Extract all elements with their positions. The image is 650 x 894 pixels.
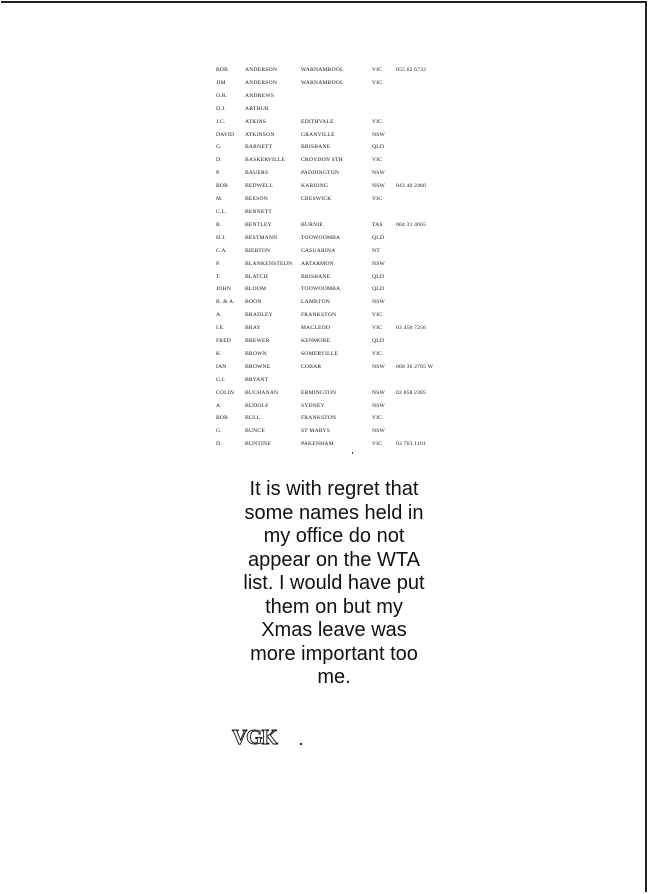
cell-town: EDITHVALE bbox=[301, 118, 334, 125]
directory-row bbox=[216, 335, 456, 348]
directory-row bbox=[216, 387, 456, 400]
cell-phone bbox=[396, 348, 456, 361]
vgk-signature-logo bbox=[231, 725, 305, 747]
cell-state: NSW bbox=[372, 260, 386, 267]
cell-town: TOOWOOMBA bbox=[301, 286, 341, 293]
cell-first: DAVID bbox=[216, 131, 235, 138]
signature-dot bbox=[300, 743, 302, 745]
cell-last: BUCHANAN bbox=[245, 389, 279, 396]
cell-phone bbox=[396, 103, 456, 116]
cell-state: VIC bbox=[372, 312, 383, 319]
message-line: It is with regret that bbox=[249, 478, 419, 500]
cell-last: ANDERSON bbox=[245, 67, 278, 73]
cell-town bbox=[301, 90, 372, 103]
cell-phone bbox=[396, 116, 456, 129]
directory-row bbox=[216, 271, 456, 284]
message-line: list. I would have put bbox=[243, 572, 425, 594]
cell-first: R. bbox=[216, 221, 222, 228]
cell-phone bbox=[396, 141, 456, 154]
cell-first: K. bbox=[216, 350, 222, 357]
cell-town: KARIONG bbox=[301, 183, 329, 190]
directory-row bbox=[216, 425, 456, 438]
cell-first: IAN bbox=[216, 363, 227, 370]
cell-state bbox=[372, 206, 396, 219]
cell-last: BENTLEY bbox=[245, 221, 272, 228]
cell-last: BENNETT bbox=[245, 208, 272, 215]
cell-first: BOB bbox=[216, 415, 229, 422]
cell-state: QLD bbox=[372, 286, 385, 293]
cell-town: FRANKSTON bbox=[301, 415, 337, 422]
cell-state: VIC bbox=[372, 441, 383, 448]
message-line: more important too bbox=[250, 642, 418, 665]
directory-row bbox=[216, 309, 456, 322]
cell-first: R. & A. bbox=[216, 299, 235, 306]
cell-first: T. bbox=[216, 273, 221, 280]
cell-state: VIC bbox=[372, 157, 383, 164]
cell-state: QLD bbox=[372, 273, 385, 280]
cell-town: CROYDON STH bbox=[301, 157, 343, 164]
cell-phone bbox=[396, 412, 456, 425]
message-line: some names held in bbox=[244, 501, 424, 524]
cell-last: BRYANT bbox=[245, 376, 269, 383]
cell-state: NSW bbox=[372, 183, 386, 190]
cell-first: P. bbox=[216, 260, 221, 267]
cell-first: O.R. bbox=[216, 92, 228, 99]
cell-town: CRESWICK bbox=[301, 196, 332, 203]
cell-state: NSW bbox=[372, 170, 386, 177]
cell-last: BLOOM bbox=[245, 286, 267, 293]
cell-state: VIC bbox=[372, 415, 383, 422]
cell-last: BRADLEY bbox=[245, 312, 273, 319]
cell-last: BULL bbox=[245, 415, 261, 422]
cell-phone bbox=[396, 206, 456, 219]
cell-phone bbox=[396, 425, 456, 438]
cell-last: BIERTON bbox=[245, 247, 271, 254]
cell-phone bbox=[396, 400, 456, 413]
cell-phone bbox=[396, 283, 456, 296]
cell-phone bbox=[396, 77, 456, 90]
cell-last: ARTHUR bbox=[245, 105, 269, 112]
cell-last: BARNETT bbox=[245, 144, 273, 151]
cell-last: ANDREWS bbox=[245, 92, 275, 99]
cell-last: BRAY bbox=[245, 325, 261, 332]
cell-state: NSW bbox=[372, 131, 386, 138]
cell-phone: 068 36 2705 W bbox=[396, 363, 434, 370]
cell-phone bbox=[396, 154, 456, 167]
cell-town: BRISBANE bbox=[301, 273, 331, 280]
cell-town: ARTARMON bbox=[301, 260, 334, 267]
directory-row bbox=[216, 103, 456, 116]
message-line: me. bbox=[317, 666, 351, 688]
cell-town: ERMINGTON bbox=[301, 389, 337, 396]
cell-last: BESTMANN bbox=[245, 234, 278, 241]
cell-first: A. bbox=[216, 402, 222, 409]
cell-state bbox=[372, 90, 396, 103]
cell-first: FRED bbox=[216, 338, 232, 345]
cell-town: BRISBANE bbox=[301, 144, 331, 151]
message-line: them on but my bbox=[265, 595, 403, 618]
member-directory-table bbox=[216, 64, 456, 451]
cell-last: ATKINSON bbox=[245, 131, 275, 138]
cell-phone bbox=[396, 129, 456, 142]
directory-row bbox=[216, 374, 456, 387]
cell-state bbox=[372, 374, 396, 387]
cell-first: H.J. bbox=[216, 234, 226, 241]
directory-row bbox=[216, 232, 456, 245]
cell-phone bbox=[396, 193, 456, 206]
cell-town bbox=[301, 374, 372, 387]
cell-state: VIC bbox=[372, 118, 383, 125]
directory-row bbox=[216, 245, 456, 258]
message-paragraph bbox=[210, 478, 458, 690]
directory-row bbox=[216, 219, 456, 232]
cell-state: NSW bbox=[372, 402, 386, 409]
cell-phone: 004 31 4665 bbox=[396, 221, 427, 228]
cell-town: PADDINGTON bbox=[301, 170, 340, 177]
cell-first: D.J. bbox=[216, 105, 226, 112]
cell-town: FRANKSTON bbox=[301, 312, 337, 319]
cell-first: D. bbox=[216, 157, 222, 164]
cell-phone bbox=[396, 258, 456, 271]
stray-mark bbox=[352, 452, 353, 454]
directory-row bbox=[216, 412, 456, 425]
cell-state: NSW bbox=[372, 299, 386, 306]
cell-town bbox=[301, 103, 372, 116]
directory-row bbox=[216, 283, 456, 296]
cell-first: M. bbox=[216, 196, 223, 203]
cell-last: BLATCH bbox=[245, 273, 268, 280]
cell-first: I.E. bbox=[216, 325, 225, 332]
cell-town: PAKENHAM bbox=[301, 441, 334, 448]
directory-row bbox=[216, 361, 456, 374]
cell-first: G. bbox=[216, 428, 222, 435]
directory-row bbox=[216, 258, 456, 271]
cell-phone: 02 858 2385 bbox=[396, 389, 427, 396]
cell-phone bbox=[396, 245, 456, 258]
cell-town: WARNAMBOOL bbox=[301, 79, 344, 86]
cell-last: BEESON bbox=[245, 196, 268, 203]
cell-first: C.A. bbox=[216, 247, 228, 254]
cell-town: ST MARYS bbox=[301, 428, 331, 435]
message-line: appear on the WTA bbox=[248, 548, 420, 571]
cell-state: QLD bbox=[372, 338, 385, 345]
cell-state: NSW bbox=[372, 389, 386, 396]
cell-first: P. bbox=[216, 170, 221, 177]
directory-row bbox=[216, 296, 456, 309]
directory-row bbox=[216, 167, 456, 180]
cell-last: BLANKENSTEIJN bbox=[245, 260, 293, 267]
cell-phone bbox=[396, 335, 456, 348]
cell-phone bbox=[396, 167, 456, 180]
cell-state: QLD bbox=[372, 144, 385, 151]
cell-last: BROWNE bbox=[245, 363, 271, 370]
cell-state bbox=[372, 103, 396, 116]
directory-row bbox=[216, 206, 456, 219]
directory-row bbox=[216, 77, 456, 90]
cell-last: BUNTINE bbox=[245, 441, 271, 448]
cell-town: SYDNEY bbox=[301, 402, 325, 409]
directory-row bbox=[216, 193, 456, 206]
directory-row bbox=[216, 90, 456, 103]
cell-phone: 055 62 6732 bbox=[396, 67, 427, 73]
cell-town: COBAR bbox=[301, 363, 322, 370]
cell-state: NT bbox=[372, 247, 380, 254]
cell-state: QLD bbox=[372, 234, 385, 241]
cell-phone bbox=[396, 90, 456, 103]
cell-town: LAMBTON bbox=[301, 299, 330, 306]
cell-town: KENMORE bbox=[301, 338, 331, 345]
cell-town: MACLEOD bbox=[301, 325, 331, 332]
directory-row bbox=[216, 116, 456, 129]
directory-row bbox=[216, 322, 456, 335]
cell-town bbox=[301, 206, 372, 219]
signature-text: VGK bbox=[232, 725, 277, 747]
directory-row bbox=[216, 129, 456, 142]
cell-phone bbox=[396, 296, 456, 309]
directory-row bbox=[216, 180, 456, 193]
cell-state: VIC bbox=[372, 67, 383, 73]
directory-row bbox=[216, 154, 456, 167]
cell-last: BAUERS bbox=[245, 170, 269, 177]
cell-state: VIC bbox=[372, 350, 383, 357]
cell-last: BOON bbox=[245, 299, 262, 306]
cell-last: BUNCE bbox=[245, 428, 265, 435]
directory-row bbox=[216, 141, 456, 154]
cell-first: BOB bbox=[216, 67, 229, 73]
cell-first: C.L. bbox=[216, 208, 227, 215]
cell-first: BOB bbox=[216, 183, 229, 190]
cell-last: BROWN bbox=[245, 350, 267, 357]
cell-state: TAS bbox=[372, 221, 383, 228]
directory-row bbox=[216, 438, 456, 451]
cell-town: SOMERVILLE bbox=[301, 350, 338, 357]
member-directory-body bbox=[216, 64, 456, 451]
cell-first: COLIN bbox=[216, 389, 235, 396]
cell-first: D. bbox=[216, 441, 222, 448]
message-line: Xmas leave was bbox=[261, 619, 407, 641]
cell-last: ATKINS bbox=[245, 118, 267, 125]
cell-phone: 03 450 7256 bbox=[396, 325, 427, 332]
cell-first: G. bbox=[216, 144, 222, 151]
cell-last: ANDERSON bbox=[245, 79, 278, 86]
cell-last: BREWER bbox=[245, 338, 270, 345]
message-line: my office do not bbox=[263, 525, 405, 547]
cell-phone bbox=[396, 374, 456, 387]
cell-state: VIC bbox=[372, 79, 383, 86]
cell-last: BUDOLF bbox=[245, 402, 269, 409]
cell-town: GRANVILLE bbox=[301, 131, 335, 138]
cell-last: BASKERVILLE bbox=[245, 157, 285, 164]
cell-last: BEDWELL bbox=[245, 183, 274, 190]
cell-state: VIC bbox=[372, 325, 383, 332]
cell-first: J.C. bbox=[216, 118, 226, 125]
cell-phone bbox=[396, 232, 456, 245]
directory-row bbox=[216, 64, 456, 77]
cell-first: A. bbox=[216, 312, 222, 319]
cell-first: JOHN bbox=[216, 286, 232, 293]
cell-town: WARNAMBOOL bbox=[301, 67, 344, 73]
cell-town: TOOWOOMBA bbox=[301, 234, 341, 241]
directory-row bbox=[216, 400, 456, 413]
cell-phone: 043 40 2466 bbox=[396, 183, 427, 190]
cell-phone bbox=[396, 271, 456, 284]
cell-state: VIC bbox=[372, 196, 383, 203]
directory-row bbox=[216, 348, 456, 361]
cell-town: BURNIE bbox=[301, 221, 324, 228]
cell-town: CASUARINA bbox=[301, 247, 336, 254]
cell-phone bbox=[396, 309, 456, 322]
cell-phone: 03 763 1101 bbox=[396, 441, 426, 448]
cell-state: NSW bbox=[372, 428, 386, 435]
cell-first: JIM bbox=[216, 79, 226, 86]
cell-state: NSW bbox=[372, 363, 386, 370]
cell-first: G.I. bbox=[216, 376, 226, 383]
